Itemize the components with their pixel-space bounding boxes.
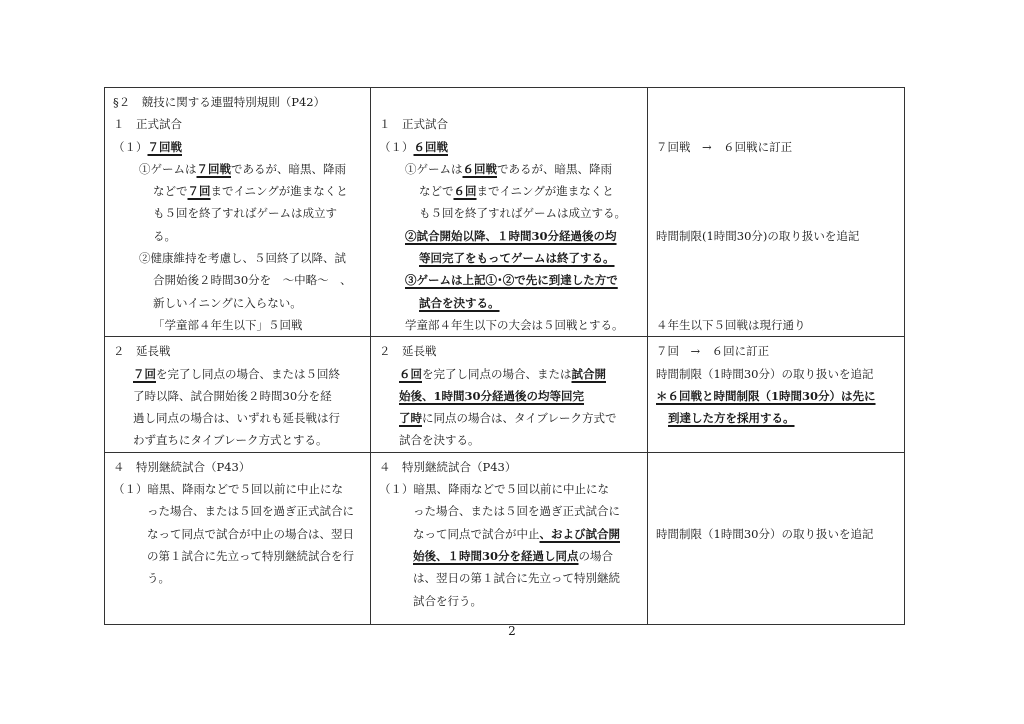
rule-line: 試合を決する。 [399, 433, 480, 448]
new-rule-cell [371, 88, 648, 337]
remarks-cell [648, 88, 905, 337]
section-heading: §２ 競技に関する連盟特別規則（P42） [113, 95, 326, 109]
new-rule-cell [371, 337, 648, 452]
table-row [105, 337, 905, 452]
rule-line: った場合、または５回を過ぎ正式試合に [147, 504, 354, 519]
rule-line: なって同点で試合が中止の場合は、翌日 [147, 526, 354, 541]
page-number: 2 [508, 624, 516, 638]
rule-line: （１）暗黒、降雨などで５回以前に中止にな [113, 482, 343, 497]
rule-line: 「学童部４年生以下」５回戦 [153, 317, 303, 332]
rule-line: わず直ちにタイブレーク方式とする。 [133, 433, 328, 448]
rule-line: ①ゲームは７回戦であるが、暗黒、降雨 [139, 161, 346, 176]
remark-line: ＊６回戦と時間制限（1時間30分）は先に [656, 388, 876, 403]
rule-line: った場合、または５回を過ぎ正式試合に [413, 504, 620, 519]
rule-line: 試合を決する。 [419, 295, 500, 310]
rule-line: 等回完了をもってゲームは終了する。 [419, 251, 615, 266]
subsection-heading: ２ 延長戦 [113, 344, 171, 359]
subsection-heading: ４ 特別継続試合（P43） [113, 459, 251, 474]
subsection-heading: ４ 特別継続試合（P43） [379, 459, 517, 474]
subsection-heading: ２ 延長戦 [379, 344, 437, 359]
old-rule-cell [105, 452, 371, 624]
rule-line: ③ゲームは上記①･②で先に到達した方で [405, 273, 618, 288]
rule-line: ６回を完了し同点の場合、または試合開 [399, 366, 606, 381]
rule-line: なって同点で試合が中止、および試合開 [413, 526, 620, 541]
rule-line: 了時に同点の場合は、タイブレーク方式で [399, 411, 617, 426]
remark-line: ４年生以下５回戦は現行通り [656, 317, 806, 332]
rule-line: 合開始後２時間30分を 〜中略〜 、 [153, 273, 352, 288]
rule-line: の第１試合に先立って特別継続試合を行 [147, 548, 354, 563]
remark-line: ７回 → ６回に訂正 [656, 344, 770, 359]
rule-line: も５回を終了すればゲームは成立する。 [419, 206, 626, 221]
remarks-cell [648, 452, 905, 624]
old-rule-cell [105, 88, 371, 337]
subsection-heading: １ 正式試合 [379, 117, 448, 132]
rules-comparison-table [104, 87, 905, 625]
rule-line: る。 [153, 228, 176, 243]
rule-line: 新しいイニングに入らない。 [153, 295, 302, 310]
new-rule-cell [371, 452, 648, 624]
item-title: （１）６回戦 [379, 139, 448, 154]
rule-line: などで６回までイニングが進まなくと [419, 184, 614, 199]
subsection-heading: １ 正式試合 [113, 117, 182, 132]
rule-line: は、翌日の第１試合に先立って特別継続 [413, 571, 620, 586]
rule-line: ①ゲームは６回戦であるが、暗黒、降雨 [405, 161, 612, 176]
rule-line: う。 [147, 571, 170, 586]
rule-line: などで７回までイニングが進まなくと [153, 184, 348, 199]
rule-line: も５回を終了すればゲームは成立す [153, 206, 337, 221]
item-title: （１）７回戦 [113, 139, 182, 154]
rule-line: ７回を完了し同点の場合、または５回終 [133, 366, 340, 381]
rule-line: 始後、1時間30分経過後の均等回完 [399, 388, 585, 403]
table-row [105, 452, 905, 624]
rule-line: 試合を行う。 [413, 593, 482, 608]
remark-line: 時間制限（1時間30分）の取り扱いを追記 [656, 526, 874, 541]
old-rule-cell [105, 337, 371, 452]
remark-line: 時間制限（1時間30分）の取り扱いを追記 [656, 366, 874, 381]
rule-line: 過し同点の場合は、いずれも延長戦は行 [133, 411, 340, 426]
rule-line: ②健康維持を考慮し、５回終了以降、試 [139, 251, 346, 266]
rule-line: （１）暗黒、降雨などで５回以前に中止にな [379, 482, 609, 497]
rule-line: ②試合開始以降、１時間30分経過後の均 [405, 228, 617, 243]
remarks-cell [648, 337, 905, 452]
remark-line: 到達した方を採用する。 [668, 411, 795, 426]
rule-line: 了時以降、試合開始後２時間30分を経 [133, 388, 332, 403]
rule-line: 始後、１時間30分を経過し同点の場合 [413, 548, 614, 563]
table-row [105, 88, 905, 337]
remark-line: 時間制限(1時間30分)の取り扱いを追記 [656, 228, 860, 243]
remark-line: ７回戦 → ６回戦に訂正 [656, 139, 793, 154]
rule-line: 学童部４年生以下の大会は５回戦とする。 [405, 317, 624, 332]
